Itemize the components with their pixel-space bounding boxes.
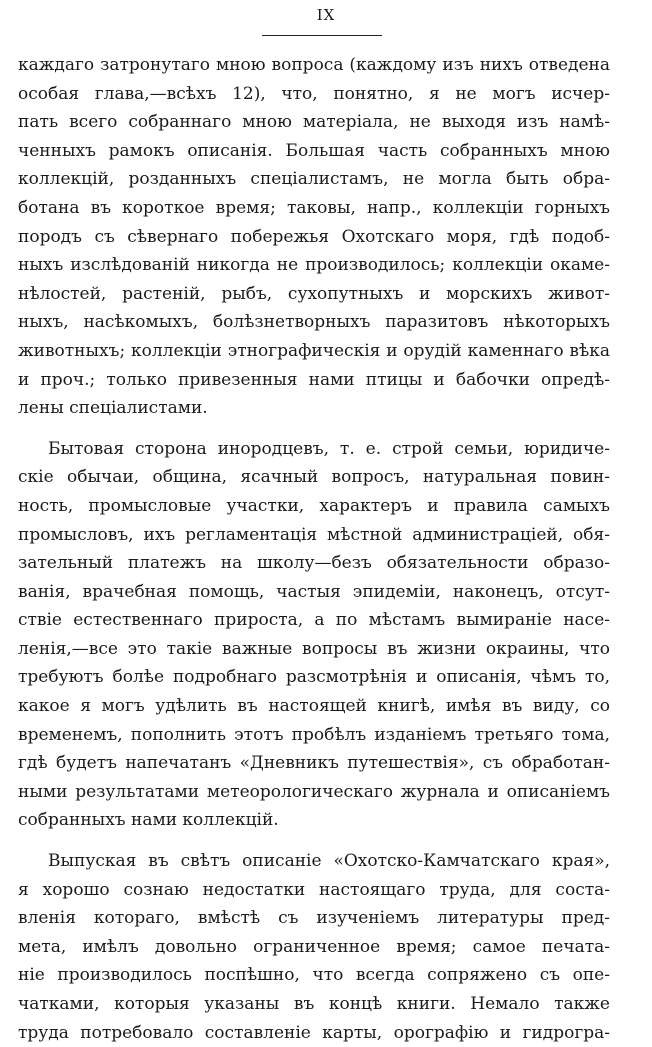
text-line: ботана въ короткое время; таковы, напр., коллекціи горныхъ <box>18 197 610 218</box>
text-line: ныхъ, насѣкомыхъ, болѣзнетворныхъ паразитовъ нѣкоторыхъ <box>18 312 610 333</box>
text-line: ствіе естественнаго прироста, а по мѣстамъ вымираніе насе- <box>18 610 610 631</box>
header-rule <box>262 35 382 36</box>
text-line: промысловъ, ихъ регламентація мѣстной администраціей, обя- <box>18 524 610 545</box>
text-line: я хорошо сознаю недостатки настоящаго труда, для соста- <box>18 879 610 900</box>
text-line: породъ съ сѣвернаго побережья Охотскаго моря, гдѣ подоб- <box>18 226 610 247</box>
text-line: каждаго затронутаго мною вопроса (каждому изъ нихъ отведена <box>18 55 610 75</box>
text-line: вленія котораго, вмѣстѣ съ изученіемъ литературы пред- <box>18 908 610 929</box>
text-line: зательный платежъ на школу—безъ обязательности образо- <box>18 553 610 574</box>
text-line: ныхъ изслѣдованій никогда не производилось; коллекціи окаме- <box>18 255 610 276</box>
text-line: ванія, врачебная помощь, частыя эпидеміи, наконецъ, отсут- <box>18 581 610 602</box>
body-text <box>18 51 610 1047</box>
text-line: временемъ, пополнить этотъ пробѣлъ изданіемъ третьяго тома, <box>18 724 610 745</box>
paragraph-2 <box>18 435 610 835</box>
text-line: ность, промысловые участки, характеръ и правила самыхъ <box>18 495 610 516</box>
text-line: требуютъ болѣе подробнаго разсмотрѣнія и описанія, чѣмъ то, <box>18 667 610 688</box>
text-line: особая глава,—всѣхъ 12), что, понятно, я не могъ исчер- <box>18 83 610 104</box>
text-line: скіе обычаи, община, ясачный вопросъ, натуральная повин- <box>18 467 610 488</box>
text-line: коллекцій, розданныхъ спеціалистамъ, не могла быть обра- <box>18 169 610 190</box>
page-number: IX <box>316 6 336 24</box>
text-line: лены спеціалистами. <box>18 398 208 419</box>
text-line: ленія,—все это такіе важные вопросы въ жизни окраины, что <box>18 638 610 659</box>
text-line: Выпуская въ свѣтъ описаніе «Охотско-Камчатскаго края», <box>48 851 610 872</box>
text-line: и проч.; только привезенныя нами птицы и бабочки опредѣ- <box>18 369 610 390</box>
text-line: труда потребовало составленіе карты, орографію и гидрогра- <box>18 1022 610 1043</box>
text-line: чатками, которыя указаны въ концѣ книги. Немало также <box>18 994 610 1014</box>
text-line: пать всего собраннаго мною матеріала, не выходя изъ намѣ- <box>18 112 610 133</box>
text-line: ніе производилось поспѣшно, что всегда сопряжено съ опе- <box>18 965 610 986</box>
text-line: ченныхъ рамокъ описанія. Большая часть собранныхъ мною <box>18 140 610 161</box>
text-line: мета, имѣлъ довольно ограниченное время; самое печата- <box>18 936 610 957</box>
text-line: нѣлостей, растеній, рыбъ, сухопутныхъ и морскихъ живот- <box>18 283 610 304</box>
paragraph-3 <box>18 847 610 1047</box>
text-line: Бытовая сторона инородцевъ, т. е. строй семьи, юридиче- <box>48 438 610 459</box>
text-line: ными результатами метеорологическаго журнала и описаніемъ <box>18 781 610 802</box>
text-line: какое я могъ удѣлить въ настоящей книгѣ, имѣя въ виду, со <box>18 696 610 717</box>
text-line: животныхъ; коллекціи этнографическія и орудій каменнаго вѣка <box>18 340 610 361</box>
paragraph-1 <box>18 51 610 423</box>
text-line: гдѣ будетъ напечатанъ «Дневникъ путешествія», съ обработан- <box>18 753 610 774</box>
text-line: собранныхъ нами коллекцій. <box>18 810 279 831</box>
